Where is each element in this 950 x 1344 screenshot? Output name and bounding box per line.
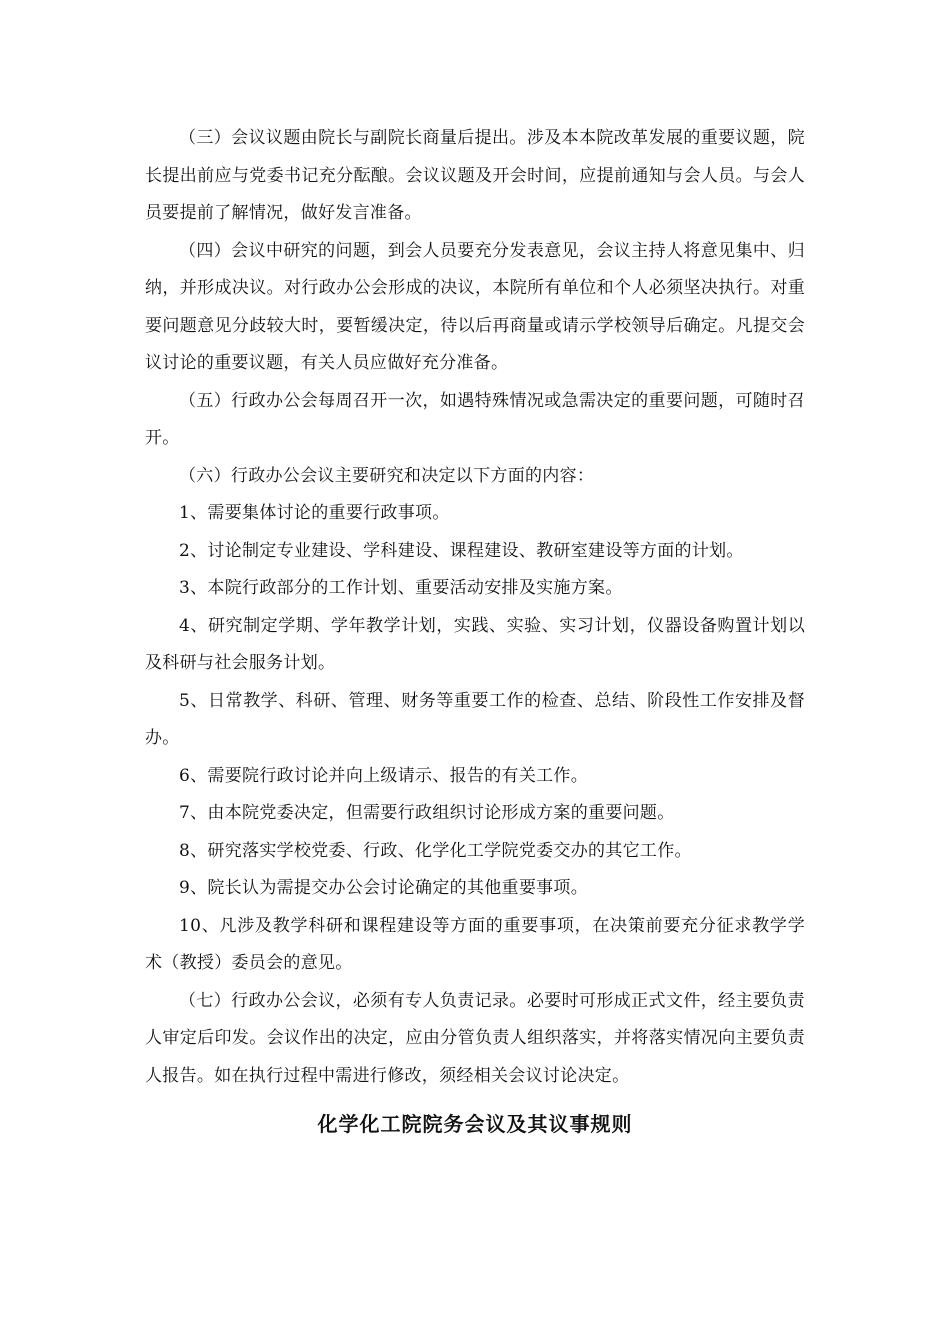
list-item-4: 4、研究制定学期、学年教学计划，实践、实验、实习计划，仪器设备购置计划以及科研与社会服务计划。 — [145, 615, 805, 673]
list-item-9: 9、院长认为需提交办公会讨论确定的其他重要事项。 — [179, 878, 589, 898]
list-item-6: 6、需要院行政讨论并向上级请示、报告的有关工作。 — [179, 765, 589, 786]
document-body — [145, 120, 805, 1095]
list-item-5: 5、日常教学、科研、管理、财务等重要工作的检查、总结、阶段性工作安排及督办。 — [145, 690, 805, 748]
list-item-1: 1、需要集体讨论的重要行政事项。 — [179, 503, 450, 523]
list-item-3: 3、本院行政部分的工作计划、重要活动安排及实施方案。 — [179, 578, 623, 598]
section-title: 化学化工院院务会议及其议事规则 — [317, 1112, 633, 1136]
paragraph-item-7: （七）行政办公会议，必须有专人负责记录。必要时可形成正式文件，经主要负责人审定后印发。会议作出的决定，应由分管负责人组织落实，并将落实情况向主要负责人报告。如在执行过程中需进行修改，须经相关会议讨论决定。 — [145, 990, 805, 1086]
list-item-8: 8、研究落实学校党委、行政、化学化工学院党委交办的其它工作。 — [179, 840, 692, 861]
list-item-10: 10、凡涉及教学科研和课程建设等方面的重要事项，在决策前要充分征求教学学术（教授）委员会的意见。 — [145, 915, 805, 973]
paragraph-item-6: （六）行政办公会议主要研究和决定以下方面的内容： — [179, 465, 595, 486]
list-item-2: 2、讨论制定专业建设、学科建设、课程建设、教研室建设等方面的计划。 — [179, 540, 744, 561]
list-item-7: 7、由本院党委决定，但需要行政组织讨论形成方案的重要问题。 — [179, 803, 675, 823]
paragraph-item-3: （三）会议议题由院长与副院长商量后提出。涉及本本院改革发展的重要议题，院长提出前应与党委书记充分酝酿。会议议题及开会时间，应提前通知与会人员。与会人员要提前了解情况，做好发言准备。 — [145, 128, 805, 223]
paragraph-item-5: （五）行政办公会每周召开一次，如遇特殊情况或急需决定的重要问题，可随时召开。 — [145, 390, 805, 448]
paragraph-item-4: （四）会议中研究的问题，到会人员要充分发表意见，会议主持人将意见集中、归纳，并形成决议。对行政办公会形成的决议，本院所有单位和个人必须坚决执行。对重要问题意见分歧较大时，要暂缓决定，待以后再商量或请示学校领导后确定。凡提交会议讨论的重要议题，有关人员应做好充分准备。 — [145, 240, 805, 373]
